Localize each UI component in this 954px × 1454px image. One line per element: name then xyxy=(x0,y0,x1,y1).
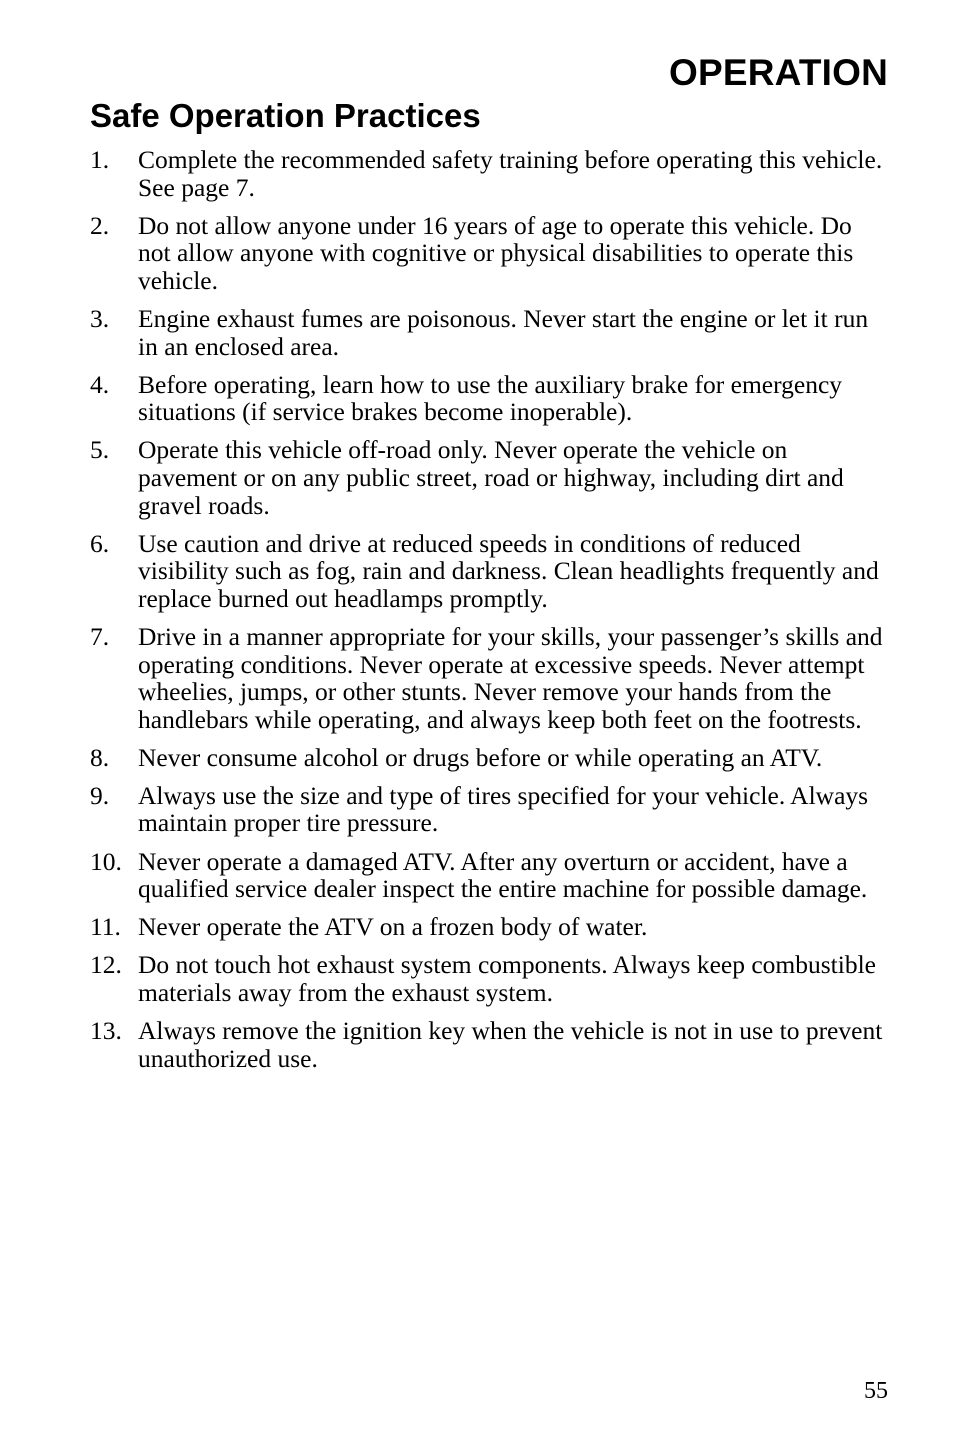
list-item-text: Never operate a damaged ATV. After any overturn or accident, have a qualified service dealer inspect the entire machine for possible damage. xyxy=(138,846,868,904)
list-item-text: Never consume alcohol or drugs before or while operating an ATV. xyxy=(138,742,823,772)
list-item-number: 2. xyxy=(90,210,110,240)
list-item-text: Do not touch hot exhaust system components. Always keep combustible materials away from the exhaust system. xyxy=(138,950,876,1007)
list-item xyxy=(90,212,890,295)
list-item-text: Operate this vehicle off-road only. Never operate the vehicle on pavement or on any public street, road or highway, including dirt and gravel roads. xyxy=(138,435,844,520)
list-item-text: Engine exhaust fumes are poisonous. Never start the engine or let it run in an enclosed area. xyxy=(138,303,869,361)
list-item-number: 3. xyxy=(90,303,110,333)
list-item xyxy=(90,305,890,360)
list-item-number: 6. xyxy=(90,528,110,558)
list-item-number: 4. xyxy=(90,369,110,399)
list-item xyxy=(90,371,890,426)
list-item-number: 8. xyxy=(90,742,110,772)
list-item-text: Do not allow anyone under 16 years of age to operate this vehicle. Do not allow anyone with cognitive or physical disabilities to operate this vehicle. xyxy=(138,210,854,295)
list-item xyxy=(90,1017,890,1072)
list-item xyxy=(90,848,890,903)
list-item-text: Always remove the ignition key when the vehicle is not in use to prevent unauthorized use. xyxy=(138,1016,883,1073)
list-item-number: 9. xyxy=(90,780,110,810)
list-item xyxy=(90,782,890,837)
list-item-number: 7. xyxy=(90,621,110,651)
list-item xyxy=(90,146,890,201)
list-item-text: Never operate the ATV on a frozen body of water. xyxy=(138,912,648,942)
list-item xyxy=(90,951,890,1006)
list-item-text: Before operating, learn how to use the auxiliary brake for emergency situations (if service brakes become inoperable). xyxy=(138,369,843,427)
list-item-text: Use caution and drive at reduced speeds in conditions of reduced visibility such as fog, rain and darkness. Clean headlights frequently and replace burned out headlamps promptly. xyxy=(138,528,879,613)
list-item-text: Complete the recommended safety training before operating this vehicle. See page 7. xyxy=(138,145,883,202)
list-item-number: 11. xyxy=(90,912,121,942)
list-item xyxy=(90,436,890,519)
list-item-number: 10. xyxy=(90,846,122,876)
page-number: 55 xyxy=(864,1378,888,1404)
list-item xyxy=(90,744,890,772)
list-item xyxy=(90,530,890,613)
list-item-text: Always use the size and type of tires specified for your vehicle. Always maintain proper tire pressure. xyxy=(138,780,869,838)
page-title: Safe Operation Practices xyxy=(90,97,481,134)
section-header: OPERATION xyxy=(668,52,888,93)
list-item-text: Drive in a manner appropriate for your skills, your passenger’s skills and operating conditions. Never operate at excessive speeds. Never attempt wheelies, jumps, or other stunts. Never remove your hands from the handlebars while operating, and always keep both feet on the footrests. xyxy=(138,621,883,734)
list-item-number: 5. xyxy=(90,435,110,465)
list-item-number: 12. xyxy=(90,950,122,980)
list-item xyxy=(90,913,890,941)
list-item-number: 1. xyxy=(90,145,110,174)
list-item xyxy=(90,623,890,733)
safety-practices-list xyxy=(90,146,890,1083)
list-item-number: 13. xyxy=(90,1016,122,1046)
